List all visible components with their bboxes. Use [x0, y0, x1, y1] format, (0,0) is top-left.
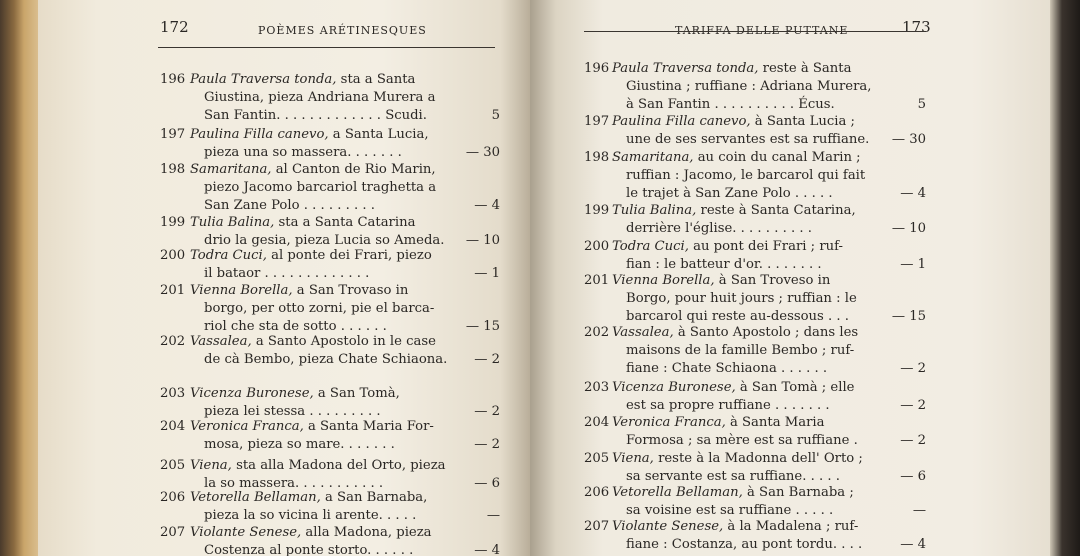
- entry-first-line: [190, 161, 436, 179]
- entry-number: 201: [160, 283, 186, 298]
- entry-197: [584, 113, 926, 149]
- entry-line: [584, 238, 926, 256]
- entry-amount: — 4: [900, 186, 926, 201]
- entry-text: sta a Santa Catarina: [274, 215, 416, 230]
- book-edge-left: [0, 0, 40, 556]
- entry-number: 196: [160, 72, 186, 87]
- entry-text: a Santa Maria For-: [303, 419, 434, 434]
- entry-text: sta alla Madona del Orto, pieza: [231, 458, 446, 473]
- entry-first-line: [612, 324, 858, 342]
- entry-text: Costenza al ponte storto. . . . . .: [204, 543, 414, 556]
- entry-text: la so massera. . . . . . . . . . .: [204, 476, 384, 491]
- entry-number: 202: [160, 334, 186, 349]
- entry-first-line: [190, 247, 432, 265]
- entry-name: Viena,: [612, 451, 654, 466]
- entry-first-line: [190, 457, 446, 475]
- entry-line: [584, 360, 926, 378]
- entry-number: 207: [160, 525, 186, 540]
- entry-name: Vicenza Buronese,: [612, 380, 736, 395]
- entry-196: [584, 60, 926, 114]
- entry-name: Tulia Balina,: [612, 203, 697, 218]
- entry-line: [584, 113, 926, 131]
- entry-number: 199: [584, 203, 610, 218]
- entry-name: Vassalea,: [190, 334, 252, 349]
- right-header-rule: [584, 31, 926, 32]
- entry-line: [584, 149, 926, 167]
- entry-text: sa voisine est sa ruffiane . . . . .: [626, 503, 834, 518]
- entry-amount: — 2: [900, 398, 926, 413]
- entry-amount: — 4: [474, 543, 500, 556]
- entry-number: 198: [160, 162, 186, 177]
- entry-text: a Santo Apostolo in le case: [251, 334, 436, 349]
- entry-first-line: [612, 113, 855, 131]
- entry-text: sa servante est sa ruffiane. . . . .: [626, 469, 840, 484]
- entry-line: [160, 436, 500, 454]
- entry-number: 205: [160, 458, 186, 473]
- entry-amount: — 6: [474, 476, 500, 491]
- entry-text: à San Tomà ; elle: [735, 380, 855, 395]
- entry-text: Giustina ; ruffiane : Adriana Murera,: [626, 79, 872, 94]
- entry-first-line: [612, 272, 830, 290]
- entry-first-line: [612, 202, 856, 220]
- entry-first-line: [190, 385, 400, 403]
- entry-206: [584, 484, 926, 520]
- left-page-number: 172: [160, 18, 189, 36]
- entry-line: [160, 489, 500, 507]
- entry-first-line: [612, 518, 858, 536]
- entry-first-line: [190, 418, 434, 436]
- entry-text: de cà Bembo, pieza Chate Schiaona.: [204, 352, 448, 367]
- entry-first-line: [190, 126, 429, 144]
- entry-196: [160, 71, 500, 125]
- entry-number: 196: [584, 61, 610, 76]
- entry-amount: —: [486, 508, 500, 523]
- entry-amount: — 1: [474, 266, 500, 281]
- entry-line: [584, 290, 926, 308]
- entry-name: Paula Traversa tonda,: [190, 72, 337, 87]
- entry-line: [584, 78, 926, 96]
- entry-amount: — 6: [900, 469, 926, 484]
- entry-line: [584, 60, 926, 78]
- book-edge-right: [1050, 0, 1080, 556]
- entry-text: al Canton de Rio Marin,: [271, 162, 436, 177]
- entry-line: [160, 161, 500, 179]
- entry-name: Vicenza Buronese,: [190, 386, 314, 401]
- entry-text: à la Madalena ; ruf-: [723, 519, 859, 534]
- entry-202: [584, 324, 926, 378]
- left-running-head: POÈMES ARÉTINESQUES: [258, 24, 427, 37]
- entry-text: derrière l'église. . . . . . . . . .: [626, 221, 812, 236]
- entry-number: 200: [584, 239, 610, 254]
- entry-text: Borgo, pour huit jours ; ruffian : le: [626, 291, 857, 306]
- entry-text: mosa, pieza so mare. . . . . . .: [204, 437, 395, 452]
- entry-205: [584, 450, 926, 486]
- entry-text: il bataor . . . . . . . . . . . . .: [204, 266, 370, 281]
- right-page-number: 173: [902, 18, 931, 36]
- entry-text: drio la gesia, pieza Lucia so Ameda.: [204, 233, 445, 248]
- entry-203: [584, 379, 926, 415]
- entry-207: [584, 518, 926, 554]
- entry-number: 201: [584, 273, 610, 288]
- entry-text: ruffian : Jacomo, le barcarol qui fait: [626, 168, 866, 183]
- entry-line: [584, 202, 926, 220]
- entry-line: [584, 96, 926, 114]
- left-header-rule: [158, 47, 495, 48]
- entry-name: Paula Traversa tonda,: [612, 61, 759, 76]
- entry-first-line: [612, 149, 861, 167]
- entry-amount: — 30: [465, 145, 500, 160]
- entry-amount: — 4: [900, 537, 926, 552]
- entry-number: 200: [160, 248, 186, 263]
- entry-line: [160, 247, 500, 265]
- entry-line: [160, 457, 500, 475]
- right-running-head: TARIFFA DELLE PUTTANE: [675, 24, 849, 37]
- entry-amount: — 2: [474, 404, 500, 419]
- entry-205: [160, 457, 500, 493]
- entry-line: [584, 432, 926, 450]
- entry-name: Vetorella Bellaman,: [612, 485, 743, 500]
- entry-text: au coin du canal Marin ;: [693, 150, 861, 165]
- entry-line: [160, 265, 500, 283]
- entry-amount: — 10: [891, 221, 926, 236]
- entry-name: Violante Senese,: [190, 525, 302, 540]
- entry-201: [584, 272, 926, 326]
- entry-number: 197: [584, 114, 610, 129]
- entry-text: fiane : Costanza, au pont tordu. . . .: [626, 537, 863, 552]
- entry-amount: — 2: [900, 433, 926, 448]
- entry-199: [160, 214, 500, 250]
- entry-amount: 5: [491, 108, 500, 123]
- entry-name: Samaritana,: [612, 150, 694, 165]
- entry-name: Todra Cuci,: [190, 248, 267, 263]
- entry-name: Vassalea,: [612, 325, 674, 340]
- entry-text: à Santa Maria: [725, 415, 825, 430]
- entry-name: Veronica Franca,: [612, 415, 726, 430]
- entry-number: 203: [160, 386, 186, 401]
- entry-text: pieza la so vicina li arente. . . . .: [204, 508, 417, 523]
- entry-201: [160, 282, 500, 336]
- entry-number: 206: [160, 490, 186, 505]
- entry-amount: — 2: [474, 352, 500, 367]
- entry-text: a San Barnaba,: [320, 490, 428, 505]
- entry-text: une de ses servantes est sa ruffiane.: [626, 132, 870, 147]
- entry-amount: — 15: [891, 309, 926, 324]
- entry-207: [160, 524, 500, 556]
- left-page: [38, 0, 530, 556]
- entry-line: [160, 214, 500, 232]
- entry-number: 204: [584, 415, 610, 430]
- entry-197: [160, 126, 500, 162]
- entry-text: est sa propre ruffiane . . . . . . .: [626, 398, 830, 413]
- entry-text: piezo Jacomo barcariol traghetta a: [204, 180, 437, 195]
- entry-text: Giustina, pieza Andriana Murera a: [204, 90, 436, 105]
- entry-name: Vienna Borella,: [190, 283, 293, 298]
- entry-200: [584, 238, 926, 274]
- entry-204: [160, 418, 500, 454]
- entry-line: [584, 324, 926, 342]
- entry-line: [160, 144, 500, 162]
- entry-amount: — 30: [891, 132, 926, 147]
- entry-text: à San Troveso in: [714, 273, 831, 288]
- entry-name: Todra Cuci,: [612, 239, 689, 254]
- entry-198: [160, 161, 500, 215]
- entry-name: Viena,: [190, 458, 232, 473]
- entry-text: San Fantin. . . . . . . . . . . . . Scudi.: [204, 108, 427, 123]
- entry-name: Paulina Filla canevo,: [612, 114, 751, 129]
- entry-amount: — 4: [474, 198, 500, 213]
- entry-206: [160, 489, 500, 525]
- entry-text: riol che sta de sotto . . . . . .: [204, 319, 387, 334]
- entry-first-line: [190, 333, 436, 351]
- entry-line: [584, 379, 926, 397]
- entry-first-line: [612, 414, 825, 432]
- entry-number: 203: [584, 380, 610, 395]
- entry-line: [584, 536, 926, 554]
- entry-first-line: [612, 484, 854, 502]
- entry-first-line: [612, 238, 843, 256]
- entry-number: 199: [160, 215, 186, 230]
- entry-text: Formosa ; sa mère est sa ruffiane .: [626, 433, 858, 448]
- entry-first-line: [612, 379, 854, 397]
- entry-text: reste à Santa Catarina,: [696, 203, 856, 218]
- entry-name: Samaritana,: [190, 162, 272, 177]
- entry-200: [160, 247, 500, 283]
- entry-text: borgo, per otto zorni, pie el barca-: [204, 301, 435, 316]
- entry-first-line: [612, 60, 851, 78]
- entry-text: pieza lei stessa . . . . . . . . .: [204, 404, 381, 419]
- entry-text: au pont dei Frari ; ruf-: [688, 239, 843, 254]
- entry-line: [160, 107, 500, 125]
- entry-text: fian : le batteur d'or. . . . . . . .: [626, 257, 822, 272]
- entry-line: [160, 126, 500, 144]
- entry-text: fiane : Chate Schiaona . . . . . .: [626, 361, 828, 376]
- entry-text: à San Barnaba ;: [742, 485, 854, 500]
- entry-203: [160, 385, 500, 421]
- entry-text: pieza una so massera. . . . . . .: [204, 145, 402, 160]
- entry-amount: — 2: [474, 437, 500, 452]
- entry-amount: — 2: [900, 361, 926, 376]
- entry-number: 198: [584, 150, 610, 165]
- entry-line: [584, 397, 926, 415]
- entry-number: 202: [584, 325, 610, 340]
- entry-name: Vienna Borella,: [612, 273, 715, 288]
- entry-name: Violante Senese,: [612, 519, 724, 534]
- entry-name: Veronica Franca,: [190, 419, 304, 434]
- entry-line: [160, 385, 500, 403]
- entry-line: [160, 179, 500, 197]
- entry-number: 205: [584, 451, 610, 466]
- entry-amount: — 15: [465, 319, 500, 334]
- entry-199: [584, 202, 926, 238]
- entry-number: 197: [160, 127, 186, 142]
- entry-line: [160, 351, 500, 369]
- entry-line: [584, 518, 926, 536]
- entry-text: à Santo Apostolo ; dans les: [673, 325, 859, 340]
- entry-name: Tulia Balina,: [190, 215, 275, 230]
- entry-text: reste à Santa: [758, 61, 852, 76]
- entry-text: a Santa Lucia,: [328, 127, 429, 142]
- entry-first-line: [190, 489, 427, 507]
- entry-number: 204: [160, 419, 186, 434]
- entry-line: [160, 300, 500, 318]
- entry-line: [584, 220, 926, 238]
- entry-first-line: [190, 71, 415, 89]
- entry-first-line: [190, 214, 415, 232]
- entry-text: reste à la Madonna dell' Orto ;: [653, 451, 863, 466]
- entry-line: [160, 89, 500, 107]
- entry-line: [160, 197, 500, 215]
- entry-amount: 5: [917, 97, 926, 112]
- entry-line: [584, 342, 926, 360]
- entry-number: 207: [584, 519, 610, 534]
- entry-line: [584, 484, 926, 502]
- entry-text: San Zane Polo . . . . . . . . .: [204, 198, 375, 213]
- entry-204: [584, 414, 926, 450]
- entry-text: barcarol qui reste au-dessous . . .: [626, 309, 849, 324]
- entry-line: [160, 71, 500, 89]
- entry-amount: — 10: [465, 233, 500, 248]
- entry-line: [160, 418, 500, 436]
- entry-line: [160, 507, 500, 525]
- entry-name: Paulina Filla canevo,: [190, 127, 329, 142]
- entry-text: a San Trovaso in: [292, 283, 409, 298]
- entry-202: [160, 333, 500, 369]
- entry-amount: — 1: [900, 257, 926, 272]
- entry-line: [160, 542, 500, 556]
- entry-text: à Santa Lucia ;: [750, 114, 855, 129]
- entry-text: alla Madona, pieza: [301, 525, 432, 540]
- entry-line: [160, 524, 500, 542]
- entry-first-line: [190, 524, 432, 542]
- entry-text: a San Tomà,: [313, 386, 400, 401]
- entry-198: [584, 149, 926, 203]
- entry-number: 206: [584, 485, 610, 500]
- entry-text: maisons de la famille Bembo ; ruf-: [626, 343, 855, 358]
- entry-text: al ponte dei Frari, piezo: [266, 248, 432, 263]
- entry-text: à San Fantin . . . . . . . . . . Écus.: [626, 97, 835, 112]
- entry-text: sta a Santa: [336, 72, 416, 87]
- entry-line: [584, 167, 926, 185]
- entry-amount: —: [912, 503, 926, 518]
- entry-line: [584, 185, 926, 203]
- entry-line: [584, 131, 926, 149]
- entry-name: Vetorella Bellaman,: [190, 490, 321, 505]
- entry-line: [160, 282, 500, 300]
- entry-first-line: [612, 450, 863, 468]
- entry-line: [584, 450, 926, 468]
- entry-text: le trajet à San Zane Polo . . . . .: [626, 186, 833, 201]
- right-page: [530, 0, 1050, 556]
- entry-line: [584, 272, 926, 290]
- entry-first-line: [190, 282, 408, 300]
- entry-line: [160, 333, 500, 351]
- entry-line: [584, 414, 926, 432]
